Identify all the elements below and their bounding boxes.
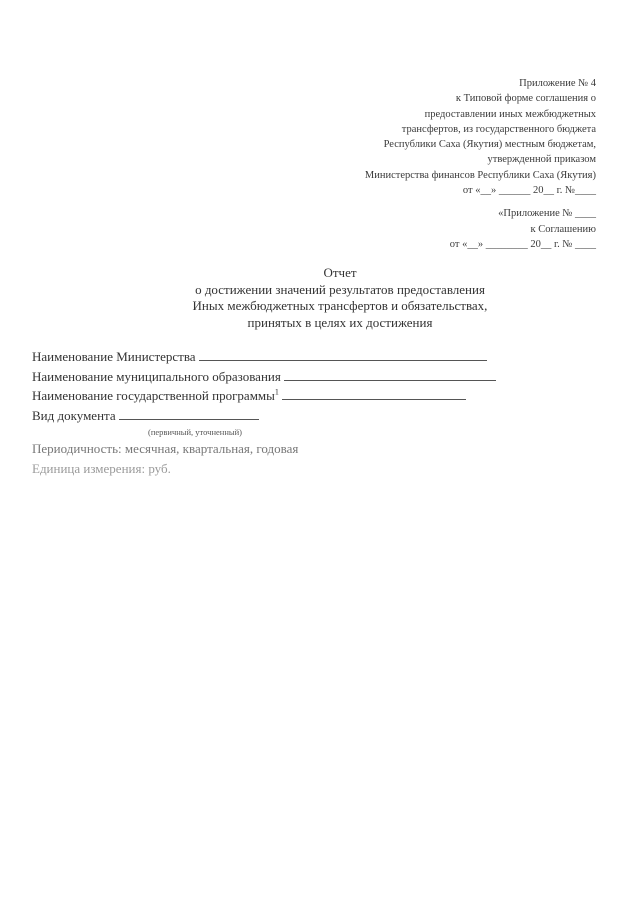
unit-row: Единица измерения: руб. [32, 460, 171, 476]
appendix-line: трансфертов, из государственного бюджета [401, 123, 596, 135]
municipality-blank-line[interactable] [284, 367, 496, 381]
doc-type-row [32, 406, 502, 426]
appendix-date-line: от «__» ______ 20__ г. №____ [462, 185, 596, 197]
ministry-row [32, 347, 502, 367]
doc-type-caption: (первичный, уточненный) [148, 427, 242, 437]
appendix-line: предоставлении иных межбюджетных [424, 108, 596, 120]
municipality-label: Наименование муниципального образования [32, 368, 281, 384]
agreement-date-line: от «__» ________ 20__ г. № ____ [449, 239, 596, 250]
agreement-reference [356, 206, 596, 253]
periodicity-row: Периодичность: месячная, квартальная, годовая [32, 441, 299, 456]
report-fields [32, 347, 502, 478]
title-heading: Отчет [323, 265, 357, 280]
appendix-line: утвержденной приказом [487, 154, 596, 166]
ministry-blank-line[interactable] [199, 347, 487, 361]
program-row [32, 386, 502, 406]
program-footnote-marker: 1 [274, 387, 279, 397]
title-line: о достижении значений результатов предоставления [195, 281, 485, 297]
agreement-appendix-number: «Приложение № ____ [498, 208, 596, 219]
appendix-header [296, 76, 596, 198]
appendix-line: к Типовой форме соглашения о [455, 93, 596, 105]
program-label: Наименование государственной программы [32, 388, 275, 403]
program-blank-line[interactable] [282, 386, 466, 400]
title-line: Иных межбюджетных трансфертов и обязательствах, [192, 298, 488, 313]
agreement-label: к Соглашению [530, 223, 596, 235]
doc-type-blank-line[interactable] [119, 406, 259, 420]
doc-type-label: Вид документа [32, 407, 116, 423]
title-line: принятых в целях их достижения [247, 314, 433, 330]
report-title [130, 265, 550, 331]
appendix-line: Министерства финансов Республики Саха (Якутия) [364, 169, 596, 181]
municipality-row [32, 367, 502, 387]
appendix-line: Республики Саха (Якутия) местным бюджетам, [383, 139, 596, 151]
appendix-number: Приложение № 4 [519, 78, 596, 89]
ministry-label: Наименование Министерства [32, 349, 196, 364]
